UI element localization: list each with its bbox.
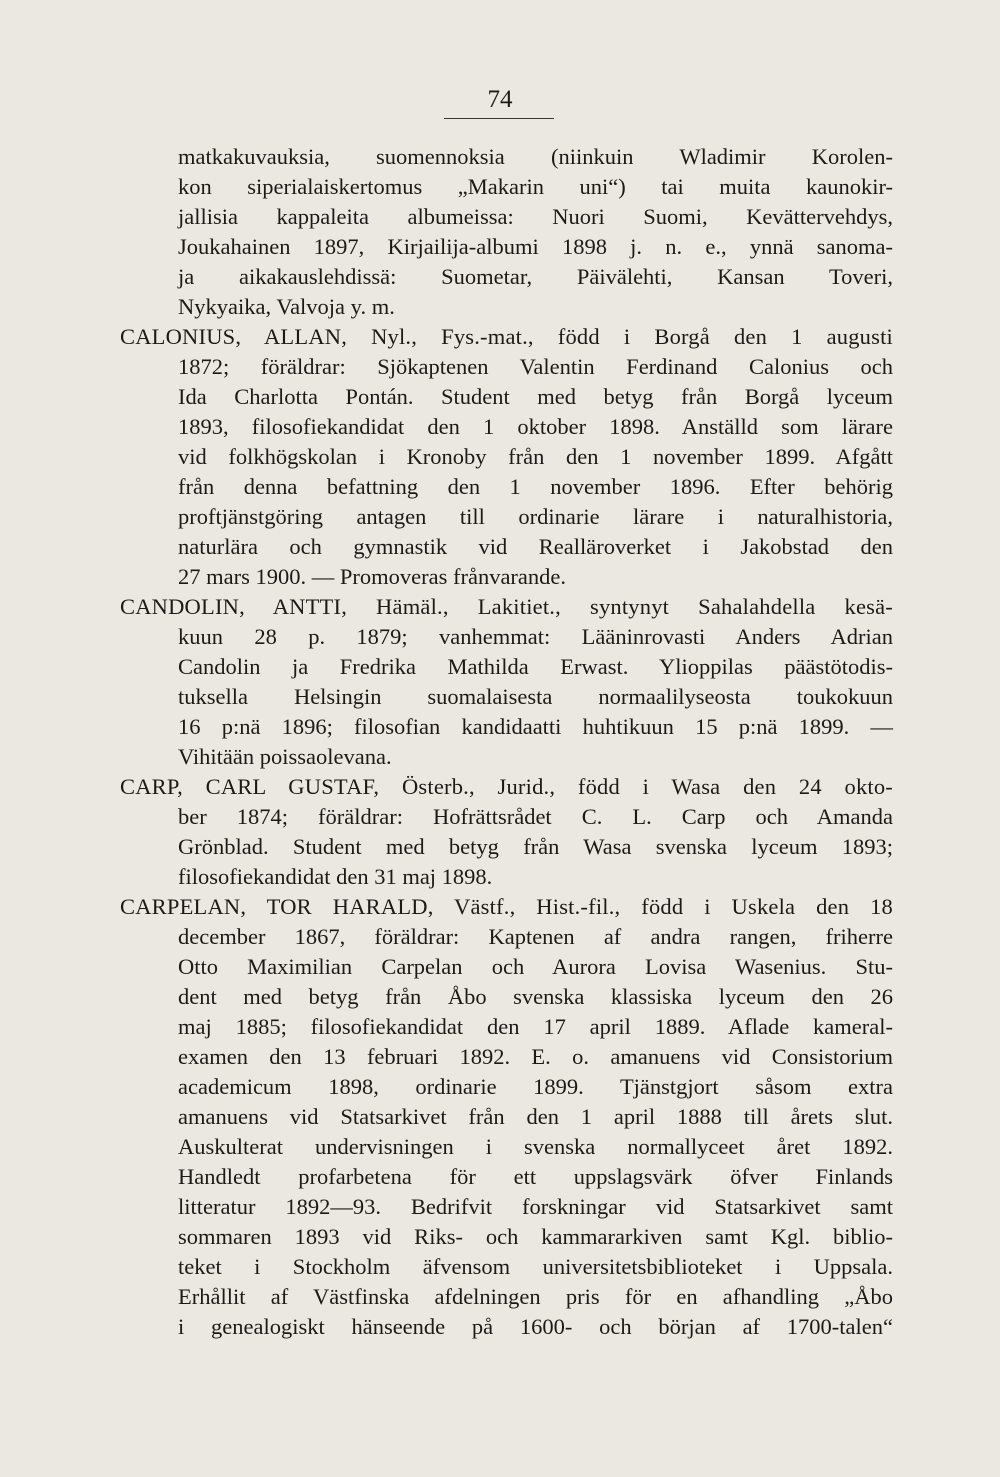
line-text: Handledt profarbetena för ett uppslagsvärk öfver Finlands (178, 1164, 893, 1189)
line-text: Otto Maximilian Carpelan och Aurora Lovisa Wasenius. Stu- (178, 954, 893, 979)
page-number-rule (444, 118, 554, 119)
text-line (0, 562, 1000, 592)
line-text: Grönblad. Student med betyg från Wasa svenska lyceum 1893; (178, 834, 893, 859)
line-text: sommaren 1893 vid Riks- och kammararkiven samt Kgl. biblio- (178, 1224, 893, 1249)
line-text: Erhållit af Västfinska afdelningen pris för en afhandling „Åbo (178, 1284, 893, 1309)
text-line (0, 1252, 1000, 1282)
line-text: Auskulterat undervisningen i svenska normallyceet året 1892. (178, 1134, 893, 1159)
text-line (0, 982, 1000, 1012)
line-text: 1893, filosofiekandidat den 1 oktober 1898. Anställd som lärare (178, 414, 893, 439)
line-text: Joukahainen 1897, Kirjailija-albumi 1898 j. n. e., ynnä sanoma- (178, 234, 893, 259)
text-line (0, 442, 1000, 472)
page-number: 74 (487, 86, 513, 113)
line-text: jallisia kappaleita albumeissa: Nuori Suomi, Kevättervehdys, (178, 204, 893, 229)
entry-first-line (0, 322, 1000, 352)
line-text: naturlära och gymnastik vid Realläroverket i Jakobstad den (178, 534, 893, 559)
text-line (0, 952, 1000, 982)
text-line (0, 862, 1000, 892)
entry-first-line (0, 592, 1000, 622)
text-line (0, 202, 1000, 232)
line-text: Vihitään poissaolevana. (178, 744, 392, 769)
text-line (0, 1042, 1000, 1072)
text-line (0, 1072, 1000, 1102)
text-line (0, 1132, 1000, 1162)
line-text: litteratur 1892—93. Bedrifvit forskningar vid Statsarkivet samt (178, 1194, 893, 1219)
text-line (0, 802, 1000, 832)
entry-first-line (0, 892, 1000, 922)
text-line (0, 652, 1000, 682)
text-line (0, 682, 1000, 712)
text-line (0, 352, 1000, 382)
text-line (0, 1222, 1000, 1252)
line-text: CALONIUS, ALLAN, Nyl., Fys.-mat., född i Borgå den 1 augusti (120, 324, 893, 349)
text-line (0, 712, 1000, 742)
line-text: proftjänstgöring antagen till ordinarie lärare i naturalhistoria, (178, 504, 893, 529)
text-line (0, 382, 1000, 412)
body-text (0, 142, 1000, 1342)
text-line (0, 742, 1000, 772)
text-line (0, 1312, 1000, 1342)
line-text: academicum 1898, ordinarie 1899. Tjänstgjort såsom extra (178, 1074, 893, 1099)
line-text: Candolin ja Fredrika Mathilda Erwast. Ylioppilas päästötodis- (178, 654, 893, 679)
text-line (0, 262, 1000, 292)
line-text: Ida Charlotta Pontán. Student med betyg från Borgå lyceum (178, 384, 893, 409)
line-text: Nykyaika, Valvoja y. m. (178, 294, 395, 319)
text-line (0, 142, 1000, 172)
line-text: amanuens vid Statsarkivet från den 1 april 1888 till årets slut. (178, 1104, 893, 1129)
line-text: vid folkhögskolan i Kronoby från den 1 november 1899. Afgått (178, 444, 893, 469)
text-line (0, 622, 1000, 652)
line-text: 1872; föräldrar: Sjökaptenen Valentin Ferdinand Calonius och (178, 354, 893, 379)
line-text: kon siperialaiskertomus „Makarin uni“) tai muita kaunokir- (178, 174, 893, 199)
text-line (0, 172, 1000, 202)
text-line (0, 1102, 1000, 1132)
line-text: CARP, CARL GUSTAF, Österb., Jurid., född i Wasa den 24 okto- (120, 774, 893, 799)
entry-first-line (0, 772, 1000, 802)
text-line (0, 1192, 1000, 1222)
line-text: maj 1885; filosofiekandidat den 17 april 1889. Aflade kameral- (178, 1014, 893, 1039)
text-line (0, 922, 1000, 952)
text-line (0, 502, 1000, 532)
text-line (0, 1012, 1000, 1042)
line-text: CARPELAN, TOR HARALD, Västf., Hist.-fil., född i Uskela den 18 (120, 894, 893, 919)
text-line (0, 412, 1000, 442)
text-line (0, 1162, 1000, 1192)
line-text: 16 p:nä 1896; filosofian kandidaatti huhtikuun 15 p:nä 1899. — (178, 714, 893, 739)
text-line (0, 232, 1000, 262)
line-text: från denna befattning den 1 november 1896. Efter behörig (178, 474, 893, 499)
text-line (0, 292, 1000, 322)
line-text: kuun 28 p. 1879; vanhemmat: Lääninrovasti Anders Adrian (178, 624, 893, 649)
line-text: ja aikakauslehdissä: Suometar, Päivälehti, Kansan Toveri, (178, 264, 893, 289)
line-text: tuksella Helsingin suomalaisesta normaalilyseosta toukokuun (178, 684, 893, 709)
line-text: CANDOLIN, ANTTI, Hämäl., Lakitiet., syntynyt Sahalahdella kesä- (120, 594, 893, 619)
text-line (0, 832, 1000, 862)
line-text: december 1867, föräldrar: Kaptenen af andra rangen, friherre (178, 924, 893, 949)
text-line (0, 1282, 1000, 1312)
text-line (0, 532, 1000, 562)
line-text: dent med betyg från Åbo svenska klassiska lyceum den 26 (178, 984, 893, 1009)
line-text: 27 mars 1900. — Promoveras frånvarande. (178, 564, 567, 589)
line-text: filosofiekandidat den 31 maj 1898. (178, 864, 493, 889)
line-text: matkakuvauksia, suomennoksia (niinkuin Wladimir Korolen- (178, 144, 893, 169)
line-text: ber 1874; föräldrar: Hofrättsrådet C. L. Carp och Amanda (178, 804, 893, 829)
line-text: teket i Stockholm äfvensom universitetsbiblioteket i Uppsala. (178, 1254, 893, 1279)
text-line (0, 472, 1000, 502)
line-text: i genealogiskt hänseende på 1600- och början af 1700-talen“ (178, 1314, 893, 1339)
line-text: examen den 13 februari 1892. E. o. amanuens vid Consistorium (178, 1044, 893, 1069)
